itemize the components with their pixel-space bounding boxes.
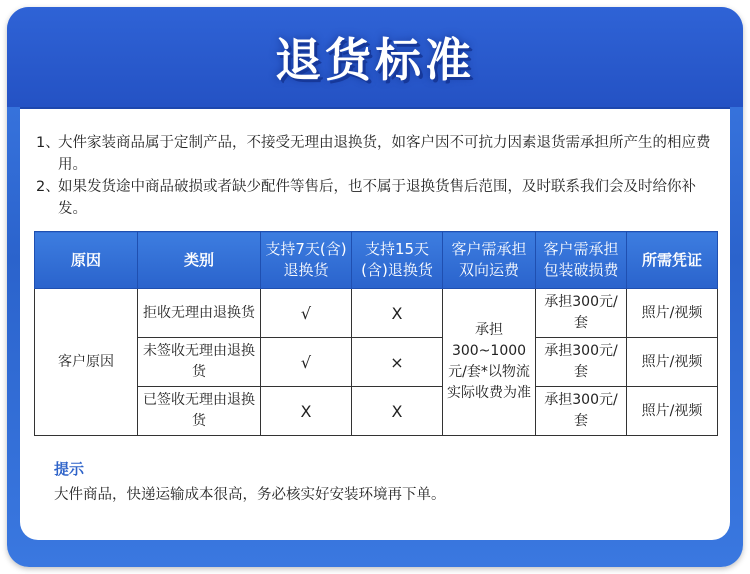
seven-day-cell: √ xyxy=(261,338,352,387)
proof-cell: 照片/视频 xyxy=(627,387,718,436)
rules-list xyxy=(36,132,716,220)
fifteen-day-cell: × xyxy=(352,338,443,387)
header-reason: 原因 xyxy=(35,232,138,289)
seven-day-cell: X xyxy=(261,387,352,436)
proof-cell: 照片/视频 xyxy=(627,338,718,387)
return-policy-table xyxy=(34,231,718,436)
packaging-fee-cell: 承担300元/套 xyxy=(536,338,627,387)
table-row xyxy=(35,387,718,436)
header-fifteen-day: 支持15天(含)退换货 xyxy=(352,232,443,289)
rule-item xyxy=(36,132,716,176)
packaging-fee-cell: 承担300元/套 xyxy=(536,289,627,338)
header-category: 类别 xyxy=(138,232,261,289)
reason-cell: 客户原因 xyxy=(35,289,138,436)
header-proof: 所需凭证 xyxy=(627,232,718,289)
rule-text: 大件家装商品属于定制产品，不接受无理由退换货，如客户因不可抗力因素退货需承担所产生的相应费用。 xyxy=(58,135,711,173)
shipping-fee-cell: 承担300~1000元/套*以物流实际收费为准 xyxy=(443,289,536,436)
panel-edge xyxy=(20,107,730,109)
rule-number: 2、 xyxy=(36,179,60,195)
packaging-fee-cell: 承担300元/套 xyxy=(536,387,627,436)
tip-title: 提示 xyxy=(54,460,85,478)
header-packaging-fee: 客户需承担包装破损费 xyxy=(536,232,627,289)
category-cell: 已签收无理由退换货 xyxy=(138,387,261,436)
rule-item xyxy=(36,176,716,220)
rule-text: 如果发货途中商品破损或者缺少配件等售后，也不属于退换货售后范围，及时联系我们会及时给你补发。 xyxy=(58,179,696,217)
proof-cell: 照片/视频 xyxy=(627,289,718,338)
fifteen-day-cell: X xyxy=(352,387,443,436)
table-row xyxy=(35,289,718,338)
seven-day-cell: √ xyxy=(261,289,352,338)
rule-number: 1、 xyxy=(36,135,60,151)
category-cell: 未签收无理由退换货 xyxy=(138,338,261,387)
header-seven-day: 支持7天(含)退换货 xyxy=(261,232,352,289)
tip-text: 大件商品，快递运输成本很高，务必核实好安装环境再下单。 xyxy=(54,487,446,503)
header-shipping-fee: 客户需承担双向运费 xyxy=(443,232,536,289)
table-row xyxy=(35,338,718,387)
title-banner xyxy=(7,7,743,107)
table-header-row xyxy=(35,232,718,289)
fifteen-day-cell: X xyxy=(352,289,443,338)
category-cell: 拒收无理由退换货 xyxy=(138,289,261,338)
page-title: 退货标准 xyxy=(275,33,475,87)
